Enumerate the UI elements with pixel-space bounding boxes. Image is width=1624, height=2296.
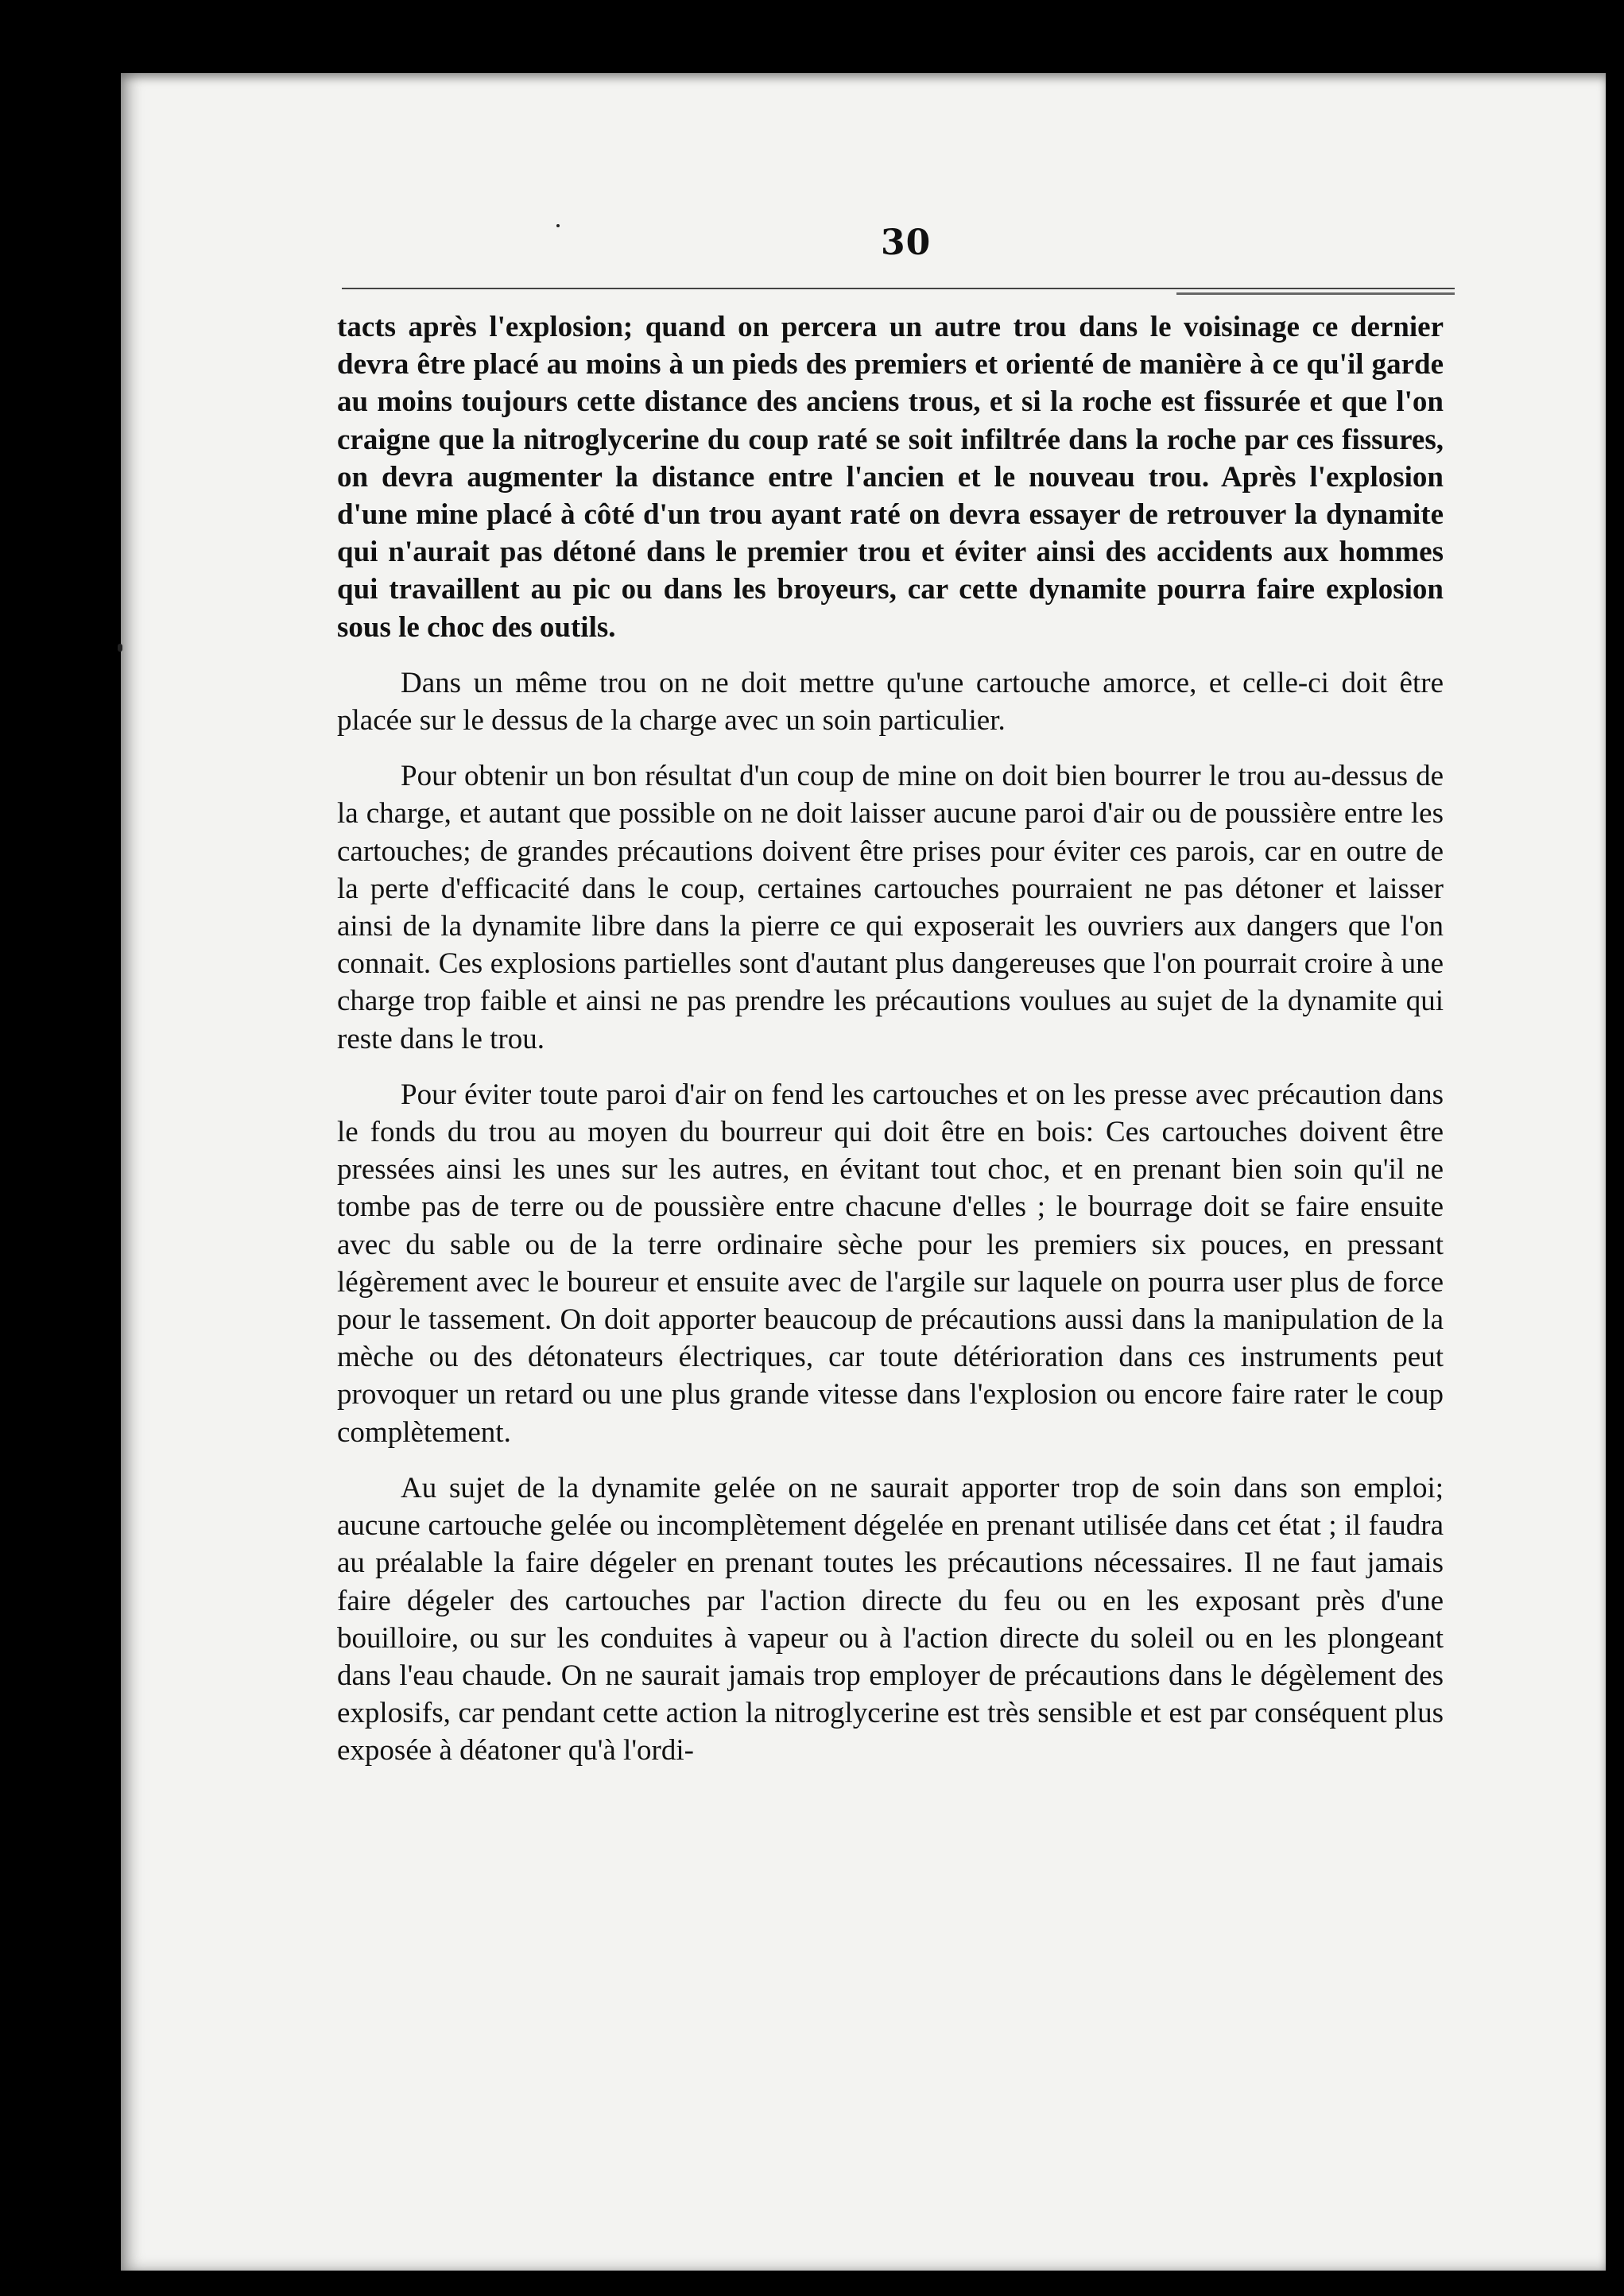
body-text	[337, 308, 1444, 1770]
page-number: 30	[881, 223, 932, 263]
header-rule	[342, 288, 1455, 289]
paragraph-3: Pour obtenir un bon résultat d'un coup de mine on doit bien bourrer le trou au-dessus de la charge, et autant que possible on ne doit laisser aucune paroi d'air ou de poussière entre les cartouches; de grandes précautions doivent être prises pour éviter ces parois, car en outre de la perte d'efficacité dans le coup, certaines cartouches pourraient ne pas détoner et laisser ainsi de la dynamite libre dans la pierre ce qui exposerait les ouvriers aux dangers que l'on connait. Ces explosions partielles sont d'autant plus dangereuses que l'on pourrait croire à une charge trop faible et ainsi ne pas prendre les précautions voulues au sujet de la dynamite qui reste dans le trou.	[337, 760, 1444, 1055]
speck-mark	[556, 224, 560, 227]
margin-mark	[118, 644, 122, 652]
paragraph-1: tacts après l'explosion; quand on percera un autre trou dans le voisinage ce dernier devra être placé au moins à un pieds des premiers et orienté de manière à ce qu'il garde au moins toujours cette distance des anciens trous, et si la roche est fissurée et que l'on craigne que la nitroglycerine du coup raté se soit infiltrée dans la roche par ces fissures, on devra augmenter la distance entre l'ancien et le nouveau trou. Après l'explosion d'une mine placé à côté d'un trou ayant raté on devra essayer de retrouver la dynamite qui n'aurait pas détoné dans le premier trou et éviter ainsi des accidents aux hommes qui travaillent au pic ou dans les broyeurs, car cette dynamite pourra faire explosion sous le choc des outils.	[337, 311, 1444, 644]
header-rule-accent	[1176, 292, 1455, 295]
paragraph-2: Dans un même trou on ne doit mettre qu'une cartouche amorce, et celle-ci doit être placée sur le dessus de la charge avec un soin particulier.	[337, 666, 1444, 738]
paragraph-4: Pour éviter toute paroi d'air on fend les cartouches et on les presse avec précaution dans le fonds du trou au moyen du bourreur qui doit être en bois: Ces cartouches doivent être pressées ainsi les unes sur les autres, en évitant tout choc, et en prenant bien soin qu'il ne tombe pas de terre ou de poussière entre chacune d'elles ; le bourrage doit se faire ensuite avec du sable ou de la terre ordinaire sèche pour les premiers six pouces, en pressant légèrement avec le boureur et ensuite avec de l'argile sur laquele on pourra user plus de force pour le tassement. On doit apporter beaucoup de précautions aussi dans la manipulation de la mèche ou des détonateurs électriques, car toute détérioration dans ces instruments peut provoquer un retard ou une plus grande vitesse dans l'explosion ou encore faire rater le coup complètement.	[337, 1078, 1444, 1449]
paragraph-5: Au sujet de la dynamite gelée on ne saurait apporter trop de soin dans son emploi; aucune cartouche gelée ou incomplètement dégelée en prenant utilisée dans cet état ; il faudra au préalable la faire dégeler en prenant toutes les précautions nécessaires. Il ne faut jamais faire dégeler des cartouches par l'action directe du feu ou en les exposant près d'une bouilloire, ou sur les conduites à vapeur ou à l'action directe du soleil ou en les plongeant dans l'eau chaude. On ne saurait jamais trop employer de précautions dans le dégèlement des explosifs, car pendant cette action la nitroglycerine est très sensible et est par conséquent plus exposée à déatoner qu'à l'ordi-	[337, 1471, 1444, 1767]
